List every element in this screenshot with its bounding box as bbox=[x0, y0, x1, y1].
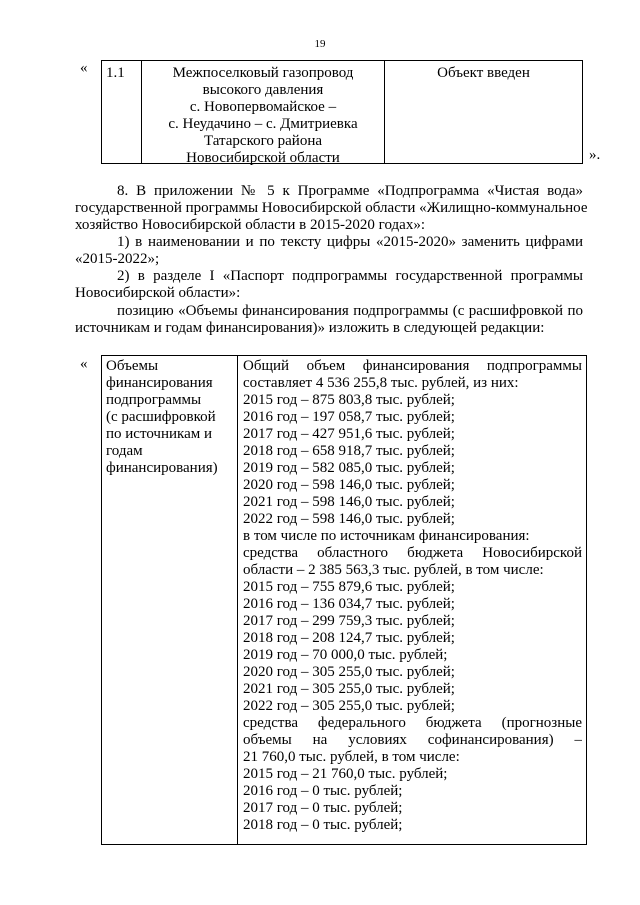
content-line: составляет 4 536 255,8 тыс. рублей, из них: bbox=[243, 375, 519, 391]
content-line: 2019 год – 582 085,0 тыс. рублей; bbox=[243, 460, 455, 476]
object-name-line: Межпоселковый газопровод bbox=[172, 65, 354, 81]
paragraph-line: Новосибирской области»: bbox=[75, 285, 241, 301]
content-line: 2016 год – 197 058,7 тыс. рублей; bbox=[243, 409, 455, 425]
object-name-line: высокого давления bbox=[202, 82, 324, 98]
label-line: по источникам и bbox=[106, 426, 213, 442]
content-line: 2018 год – 208 124,7 тыс. рублей; bbox=[243, 630, 455, 646]
object-status-cell bbox=[385, 61, 582, 163]
paragraph-item-2 bbox=[75, 268, 583, 302]
object-name-line: с. Неудачино – с. Дмитриевка bbox=[168, 116, 358, 132]
content-line: 2015 год – 755 879,6 тыс. рублей; bbox=[243, 579, 455, 595]
paragraph-line: «2015-2022»; bbox=[75, 251, 160, 267]
content-line: 2022 год – 598 146,0 тыс. рублей; bbox=[243, 511, 455, 527]
content-line: 21 760,0 тыс. рублей, в том числе: bbox=[243, 749, 460, 765]
content-line: 2021 год – 598 146,0 тыс. рублей; bbox=[243, 494, 455, 510]
paragraph-line: 8. В приложении № 5 к Программе «Подпрограмма «Чистая вода» bbox=[117, 183, 583, 199]
content-line: средства областного бюджета Новосибирской bbox=[243, 545, 582, 561]
content-line: 2020 год – 598 146,0 тыс. рублей; bbox=[243, 477, 455, 493]
label-line: финансирования bbox=[106, 375, 213, 391]
financing-content-cell bbox=[238, 356, 586, 844]
paragraph-line: государственной программы Новосибирской области «Жилищно-коммунальное bbox=[75, 200, 588, 216]
open-quote-2: « bbox=[80, 356, 88, 372]
content-line: 2020 год – 305 255,0 тыс. рублей; bbox=[243, 664, 455, 680]
close-quote-1: ». bbox=[589, 147, 601, 163]
content-line: 2017 год – 299 759,3 тыс. рублей; bbox=[243, 613, 455, 629]
label-line: Объемы bbox=[106, 358, 159, 374]
object-name-cell bbox=[142, 61, 385, 166]
label-line: финансирования) bbox=[106, 460, 218, 476]
object-number-cell bbox=[102, 61, 142, 163]
financing-label-cell bbox=[102, 356, 238, 844]
label-line: подпрограммы bbox=[106, 392, 202, 408]
content-line: 2016 год – 0 тыс. рублей; bbox=[243, 783, 403, 799]
paragraph-8 bbox=[75, 183, 588, 234]
content-line: 2016 год – 136 034,7 тыс. рублей; bbox=[243, 596, 455, 612]
object-number: 1.1 bbox=[106, 65, 125, 81]
paragraph-line: хозяйство Новосибирской области в 2015-2020 годах»: bbox=[75, 217, 425, 233]
object-name-line: с. Новопервомайское – bbox=[189, 99, 337, 115]
paragraph-line: позицию «Объемы финансирования подпрограммы (с расшифровкой по bbox=[117, 303, 583, 319]
content-line: 2019 год – 70 000,0 тыс. рублей; bbox=[243, 647, 448, 663]
content-line: объемы на условиях софинансирования) – bbox=[243, 732, 582, 748]
label-line: (с расшифровкой bbox=[106, 409, 216, 425]
object-table bbox=[101, 60, 583, 164]
object-name-line: Татарского района bbox=[203, 133, 323, 149]
content-line: средства федерального бюджета (прогнозные bbox=[243, 715, 582, 731]
content-line: 2022 год – 305 255,0 тыс. рублей; bbox=[243, 698, 455, 714]
paragraph-position bbox=[75, 303, 583, 337]
content-line: 2015 год – 21 760,0 тыс. рублей; bbox=[243, 766, 448, 782]
financing-table bbox=[101, 355, 587, 845]
content-line: области – 2 385 563,3 тыс. рублей, в том числе: bbox=[243, 562, 544, 578]
content-line: 2018 год – 658 918,7 тыс. рублей; bbox=[243, 443, 455, 459]
content-line: 2021 год – 305 255,0 тыс. рублей; bbox=[243, 681, 455, 697]
content-line: 2015 год – 875 803,8 тыс. рублей; bbox=[243, 392, 455, 408]
page-number: 19 bbox=[314, 38, 326, 50]
content-line: 2017 год – 427 951,6 тыс. рублей; bbox=[243, 426, 455, 442]
content-line: 2018 год – 0 тыс. рублей; bbox=[243, 817, 403, 833]
paragraph-line: 1) в наименовании и по тексту цифры «2015-2020» заменить цифрами bbox=[117, 234, 583, 250]
object-name-line: Новосибирской области bbox=[186, 150, 340, 166]
content-line: 2017 год – 0 тыс. рублей; bbox=[243, 800, 403, 816]
paragraph-item-1 bbox=[75, 234, 583, 268]
paragraph-line: 2) в разделе I «Паспорт подпрограммы государственной программы bbox=[117, 268, 583, 284]
content-line: в том числе по источникам финансирования: bbox=[243, 528, 530, 544]
content-line: Общий объем финансирования подпрограммы bbox=[243, 358, 582, 374]
label-line: годам bbox=[106, 443, 143, 459]
object-status: Объект введен bbox=[437, 65, 530, 81]
paragraph-line: источникам и годам финансирования)» изложить в следующей редакции: bbox=[75, 320, 545, 336]
open-quote-1: « bbox=[80, 60, 88, 76]
